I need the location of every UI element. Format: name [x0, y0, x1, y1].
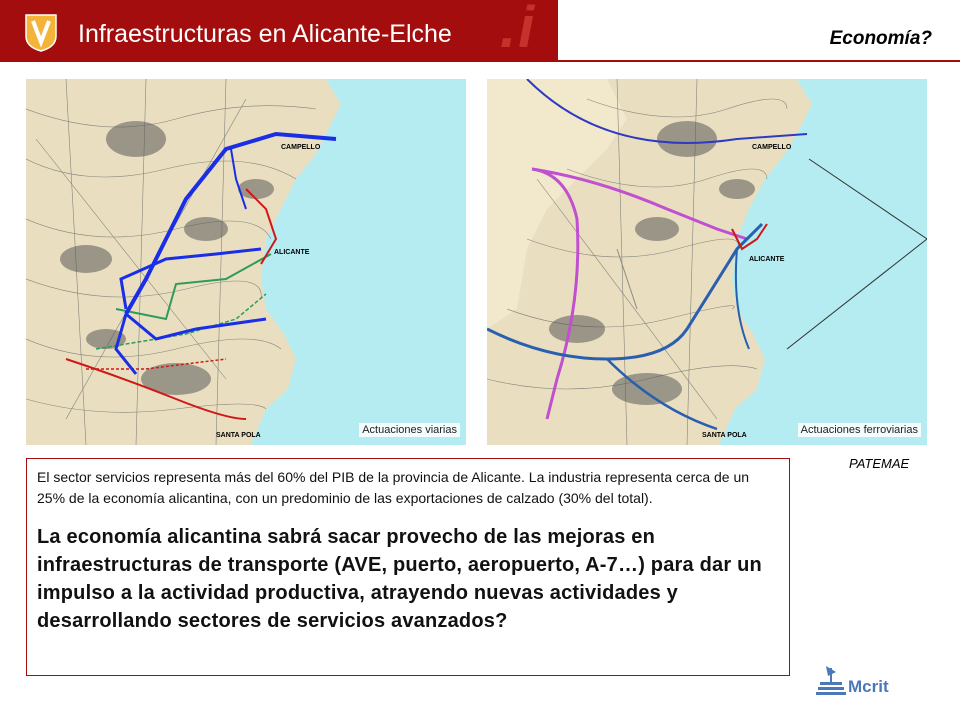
- road-map-place-label: SANTA POLA: [216, 432, 261, 439]
- rail-map-place-label: ALICANTE: [749, 256, 785, 263]
- header-divider: [556, 0, 558, 62]
- source-label: PATEMAE: [849, 456, 910, 471]
- rail-map-graphic: [487, 79, 927, 445]
- economy-highlight: La economía alicantina sabrá sacar provecho de las mejoras en infraestructuras de transporte (AVE, puerto, aeropuerto, A-7…) para dar un impulso a la actividad productiva, atrayendo nuevas actividades y desarrollando sectores de servicios avanzados?: [37, 526, 762, 632]
- rail-map-caption: Actuaciones ferroviarias: [798, 423, 921, 437]
- header-watermark: .i: [500, 0, 537, 60]
- section-tag: Economía?: [829, 28, 932, 49]
- road-map-caption: Actuaciones viarias: [359, 423, 460, 437]
- header-rule: [556, 0, 960, 62]
- rail-map-place-label: SANTA POLA: [702, 432, 747, 439]
- road-map-graphic: [26, 79, 466, 445]
- economy-text-box: [26, 458, 790, 676]
- road-map-place-label: ALICANTE: [274, 249, 310, 256]
- header-bar: [0, 0, 556, 62]
- rail-map: [487, 79, 927, 445]
- road-map: [26, 79, 466, 445]
- economy-paragraph: El sector servicios representa más del 60% del PIB de la provincia de Alicante. La industria representa cerca de un 25% de la economía alicantina, con un predominio de las exportaciones de calzado (30% del total).: [37, 469, 750, 506]
- logo-icon: [23, 12, 59, 52]
- brand-name: Mcrit: [848, 677, 889, 696]
- page-title: Infraestructuras en Alicante-Elche: [78, 20, 452, 48]
- rail-map-place-label: CAMPELLO: [752, 144, 792, 151]
- road-map-place-label: CAMPELLO: [281, 144, 321, 151]
